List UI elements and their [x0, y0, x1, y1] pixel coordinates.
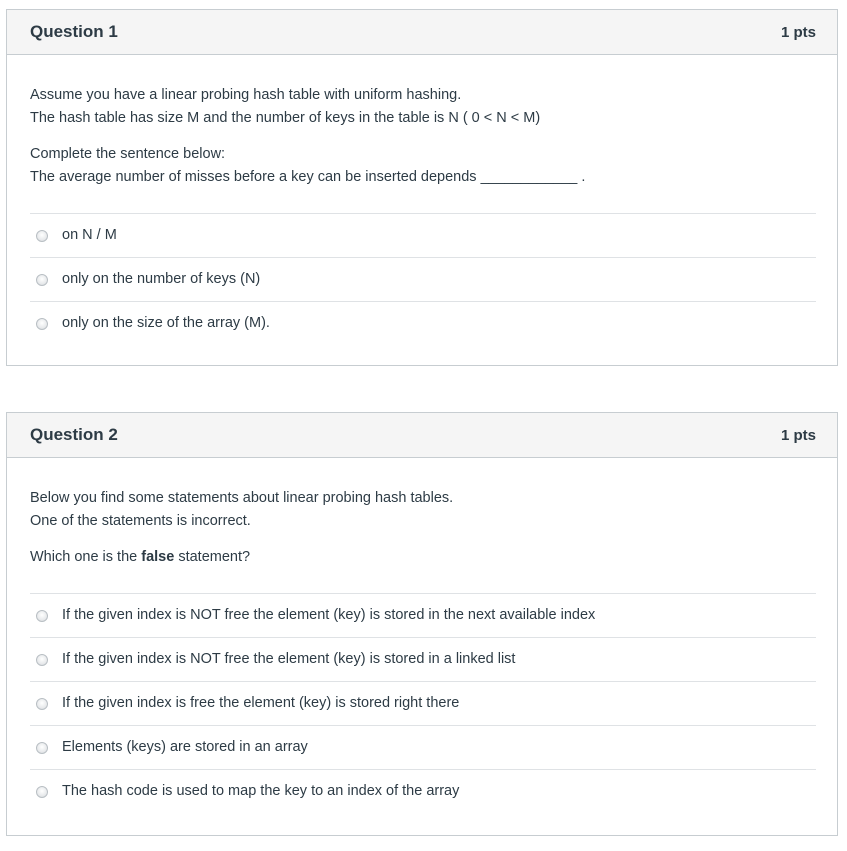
radio-button-unselected-icon[interactable] — [36, 318, 48, 330]
answer-label[interactable]: only on the size of the array (M). — [62, 315, 270, 331]
question-2-answer-list — [30, 593, 816, 813]
answer-option[interactable] — [30, 637, 816, 681]
answer-option[interactable] — [30, 681, 816, 725]
question-1-line: Complete the sentence below: — [30, 146, 226, 162]
answer-option[interactable] — [30, 593, 816, 637]
question-2-prompt-after: statement? — [174, 549, 251, 565]
question-1-paragraph-2 — [30, 143, 816, 189]
answer-label[interactable]: The hash code is used to map the key to an index of the array — [62, 783, 460, 799]
answer-label[interactable]: If the given index is NOT free the element (key) is stored in a linked list — [62, 651, 516, 667]
question-1-line: Assume you have a linear probing hash table with uniform hashing. — [30, 87, 462, 103]
answer-option[interactable] — [30, 769, 816, 813]
question-1-answer-list — [30, 213, 816, 345]
question-1-header — [7, 10, 837, 55]
answer-label[interactable]: only on the number of keys (N) — [62, 271, 261, 287]
answer-option[interactable] — [30, 257, 816, 301]
question-2-paragraph-1 — [30, 487, 816, 533]
question-2-line: Below you find some statements about linear probing hash tables. — [30, 490, 454, 506]
question-2-card — [6, 412, 838, 836]
radio-button-unselected-icon[interactable] — [36, 230, 48, 242]
question-1-line: The average number of misses before a key can be inserted depends ____________ . — [30, 169, 586, 185]
radio-button-unselected-icon[interactable] — [36, 698, 48, 710]
answer-option[interactable] — [30, 213, 816, 257]
question-1-body — [7, 55, 837, 345]
question-1-card — [6, 9, 838, 366]
question-1-title: Question 1 — [30, 22, 118, 41]
question-2-header — [7, 413, 837, 458]
radio-button-unselected-icon[interactable] — [36, 610, 48, 622]
question-2-prompt-before: Which one is the — [30, 549, 142, 565]
question-2-title: Question 2 — [30, 425, 118, 444]
radio-button-unselected-icon[interactable] — [36, 786, 48, 798]
answer-label[interactable]: If the given index is free the element (key) is stored right there — [62, 695, 460, 711]
question-2-body — [7, 458, 837, 813]
answer-label[interactable]: on N / M — [62, 227, 117, 243]
question-1-points: 1 pts — [780, 23, 816, 41]
radio-button-unselected-icon[interactable] — [36, 742, 48, 754]
question-2-points: 1 pts — [780, 426, 816, 444]
answer-option[interactable] — [30, 725, 816, 769]
question-2-prompt-bold: false — [141, 549, 175, 565]
radio-button-unselected-icon[interactable] — [36, 654, 48, 666]
question-1-line: The hash table has size M and the number of keys in the table is N ( 0 < N < M) — [30, 110, 541, 126]
question-2-prompt — [30, 546, 816, 569]
answer-label[interactable]: If the given index is NOT free the element (key) is stored in the next available index — [62, 607, 596, 623]
answer-option[interactable] — [30, 301, 816, 345]
answer-label[interactable]: Elements (keys) are stored in an array — [62, 739, 308, 755]
question-2-line: One of the statements is incorrect. — [30, 513, 251, 529]
question-1-paragraph-1 — [30, 84, 816, 130]
radio-button-unselected-icon[interactable] — [36, 274, 48, 286]
